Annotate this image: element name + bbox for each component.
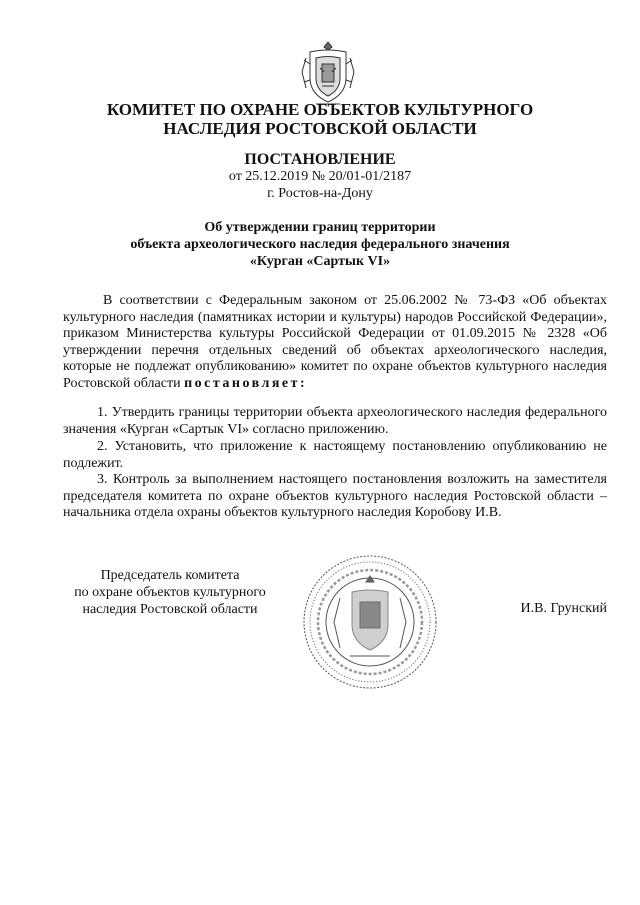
city: г. Ростов-на-Дону [267, 186, 373, 201]
organization-name [0, 100, 640, 138]
item-2: 2. Установить, что приложение к настоящему постановлению опубликованию не подлежит. [63, 439, 607, 471]
coat-of-arms-icon [296, 38, 360, 108]
intro-text: В соответствии с Федеральным законом от 25.06.2002 № 73-ФЗ «Об объектах культурного наследия (памятниках истории и культуры) народов Российской Федерации», приказом Министерства культуры Российской Федерации от 01.09.2015 № 2328 «Об утверждении перечня отдельных сведений об объектах археологического наследия, которые не подлежат опубликованию» комитет по охране объектов культурного наследия Ростовской области [63, 293, 607, 391]
official-seal-icon [300, 552, 440, 692]
date-and-number: от 25.12.2019 № 20/01-01/2187 [228, 169, 412, 184]
document-type: ПОСТАНОВЛЕНИЕ [244, 151, 396, 168]
subject-line-3: «Курган «Сартык VI» [249, 254, 391, 269]
item-3: 3. Контроль за выполнением настоящего постановления возложить на заместителя председателя комитета по охране объектов культурного наследия Ростовской области – начальника отдела охраны объектов культурного наследия Коробову И.В. [63, 472, 607, 520]
signatory-title [50, 567, 290, 618]
signatory-line-1: Председатель комитета [100, 568, 240, 583]
intro-action: постановляет: [184, 375, 308, 391]
subject-line-1: Об утверждении границ территории [204, 220, 436, 235]
intro-paragraph [63, 293, 607, 392]
signatory-name: И.В. Грунский [520, 601, 607, 616]
subject-line-2: объекта археологического наследия федерального значения [130, 237, 510, 252]
item-1: 1. Утвердить границы территории объекта археологического наследия федерального значения «Курган «Сартык VI» согласно приложению. [63, 405, 607, 437]
document-meta [0, 168, 640, 202]
organization-line-1: КОМИТЕТ ПО ОХРАНЕ ОБЪЕКТОВ КУЛЬТУРНОГО [106, 100, 534, 119]
organization-line-2: НАСЛЕДИЯ РОСТОВСКОЙ ОБЛАСТИ [163, 119, 477, 138]
signatory-line-3: наследия Ростовской области [82, 602, 258, 617]
signatory-line-2: по охране объектов культурного [74, 585, 266, 600]
document-subject [0, 219, 640, 270]
